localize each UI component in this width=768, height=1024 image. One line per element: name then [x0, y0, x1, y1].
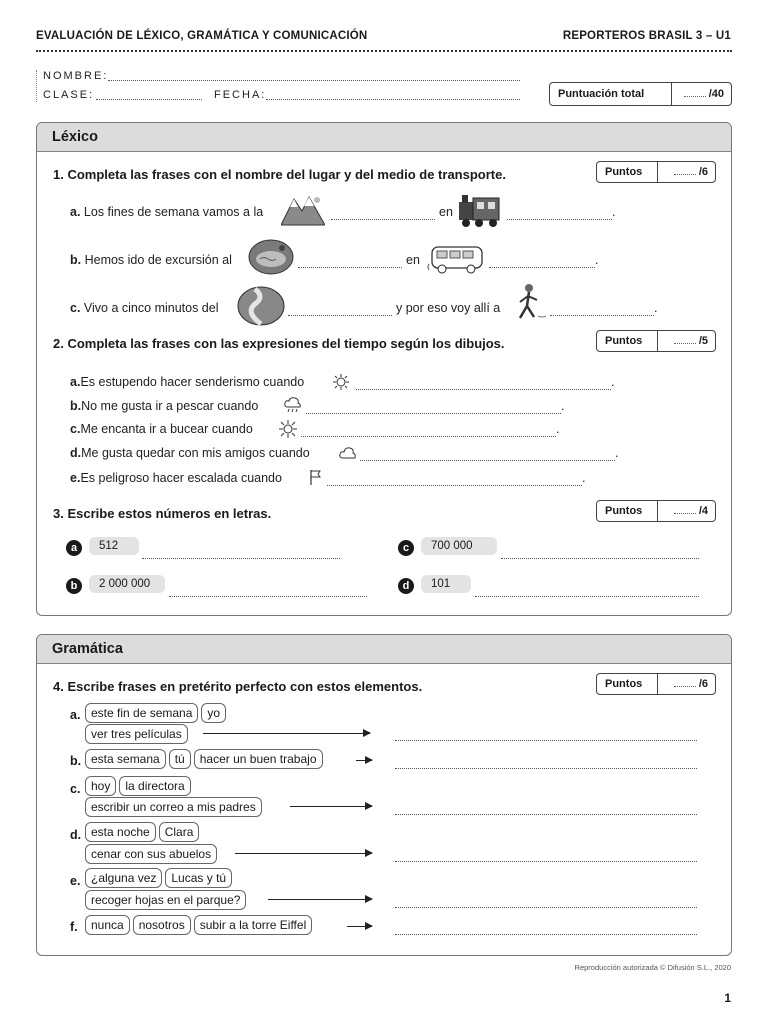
header-left-title: EVALUACIÓN DE LÉXICO, GRAMÁTICA Y COMUNICACIÓN [36, 30, 368, 42]
name-field[interactable] [108, 80, 520, 81]
wind-flag-icon [307, 468, 325, 486]
q4-e-blank[interactable] [395, 895, 697, 908]
q2-a-blank[interactable] [356, 377, 611, 390]
q3-title: 3. Escribe estos números en letras. [53, 506, 272, 521]
cloud-icon [338, 445, 358, 461]
q3-b-marker: b [66, 578, 82, 594]
q4-c-letter: c. [70, 782, 81, 796]
q4-chip: ver tres películas [85, 724, 188, 744]
walking-person-icon [510, 282, 548, 324]
q4-chip: esta semana [85, 749, 166, 769]
q4-chip: tú [169, 749, 191, 769]
q1-b-blank-1[interactable] [298, 255, 402, 268]
q4-a-arrow [203, 733, 370, 734]
q4-e-row1 [85, 868, 235, 888]
form-margin-bar [36, 70, 37, 102]
q4-b-row1 [85, 749, 326, 769]
q4-chip: yo [201, 703, 226, 723]
q3-d-blank[interactable] [475, 584, 699, 597]
q4-chip: hacer un buen trabajo [194, 749, 323, 769]
q2-b-blank[interactable] [306, 401, 561, 414]
q2-c-blank[interactable] [301, 424, 556, 437]
hot-sun-icon [278, 419, 298, 439]
total-score-field[interactable] [684, 96, 706, 97]
q4-chip: esta noche [85, 822, 156, 842]
q4-chip: nosotros [133, 915, 191, 935]
q3-points-label: Puntos [605, 505, 643, 517]
q4-f-arrow [347, 926, 372, 927]
q4-a-blank[interactable] [395, 728, 697, 741]
q1-points-box [596, 161, 716, 183]
q1-points-field[interactable] [674, 174, 696, 175]
q4-c-row1 [85, 776, 194, 796]
date-field[interactable] [266, 99, 520, 100]
q2-item-d: d.Me gusta quedar con mis amigos cuando [70, 446, 310, 460]
class-label: CLASE: [43, 89, 95, 101]
q3-d-marker: d [398, 578, 414, 594]
q4-chip: hoy [85, 776, 116, 796]
q4-chip: Clara [159, 822, 200, 842]
q4-a-row1 [85, 703, 229, 723]
sun-icon [331, 373, 351, 391]
page-number: 1 [724, 991, 731, 1005]
q4-c-arrow [290, 806, 372, 807]
header-divider [36, 50, 732, 52]
river-icon [237, 286, 285, 326]
q4-points-max: /6 [698, 678, 708, 690]
q4-b-letter: b. [70, 754, 82, 768]
q2-points-label: Puntos [605, 335, 643, 347]
q4-e-letter: e. [70, 874, 81, 888]
rain-cloud-icon [283, 397, 303, 415]
q4-chip: la directora [119, 776, 190, 796]
q4-b-arrow [356, 760, 372, 761]
q1-a-blank-2[interactable] [507, 207, 612, 220]
q4-a-letter: a. [70, 708, 81, 722]
q2-points-box [596, 330, 716, 352]
header-right-title: REPORTEROS BRASIL 3 – U1 [562, 30, 731, 42]
q3-b-number: 2 000 000 [89, 575, 165, 593]
q4-d-row2 [85, 844, 220, 864]
q3-points-max: /4 [698, 505, 708, 517]
q4-chip: cenar con sus abuelos [85, 844, 217, 864]
q1-item-a: a. Los fines de semana vamos a la [70, 205, 264, 219]
q3-a-blank[interactable] [142, 546, 340, 559]
q4-e-arrow [268, 899, 372, 900]
total-score-label: Puntuación total [558, 88, 645, 100]
q2-title: 2. Completa las frases con las expresiones del tiempo según los dibujos. [53, 336, 505, 351]
bus-icon [426, 244, 486, 276]
q4-d-arrow [235, 853, 372, 854]
q4-chip: recoger hojas en el parque? [85, 890, 246, 910]
q3-c-number: 700 000 [421, 537, 497, 555]
q1-b-blank-2[interactable] [489, 255, 595, 268]
q2-d-blank[interactable] [360, 448, 615, 461]
q3-points-box [596, 500, 716, 522]
q4-b-blank[interactable] [395, 756, 697, 769]
q4-points-label: Puntos [605, 678, 643, 690]
q1-c-blank-1[interactable] [288, 303, 392, 316]
q2-e-blank[interactable] [327, 473, 582, 486]
q4-points-field[interactable] [674, 686, 696, 687]
q4-e-row2 [85, 890, 249, 910]
q4-a-row2 [85, 724, 191, 744]
q4-chip: nunca [85, 915, 130, 935]
q4-d-letter: d. [70, 828, 82, 842]
q3-a-marker: a [66, 540, 82, 556]
q3-b-blank[interactable] [169, 584, 367, 597]
copyright-note: Reproducción autorizada © Difusión S.L., 2020 [574, 963, 731, 972]
q1-b-mid: en [406, 253, 420, 267]
q3-points-field[interactable] [674, 513, 696, 514]
q3-d-number: 101 [421, 575, 471, 593]
q1-a-blank-1[interactable] [331, 207, 435, 220]
date-label: FECHA: [214, 89, 267, 101]
lake-icon [248, 238, 294, 276]
q4-f-row1 [85, 915, 315, 935]
q2-item-b: b.No me gusta ir a pescar cuando [70, 399, 259, 413]
q2-item-e: e.Es peligroso hacer escalada cuando [70, 471, 282, 485]
train-icon [457, 192, 503, 228]
name-label: NOMBRE: [43, 70, 109, 82]
mountain-icon [281, 193, 325, 227]
q3-c-marker: c [398, 540, 414, 556]
lexico-section [36, 122, 732, 616]
q4-f-blank[interactable] [395, 922, 697, 935]
q2-points-field[interactable] [674, 343, 696, 344]
q3-a-number: 512 [89, 537, 139, 555]
q2-item-c: c.Me encanta ir a bucear cuando [70, 422, 253, 436]
q3-c-blank[interactable] [501, 546, 699, 559]
q4-points-box [596, 673, 716, 695]
q4-chip: este fin de semana [85, 703, 198, 723]
q1-c-mid: y por eso voy allí a [396, 301, 501, 315]
q1-item-c: c. Vivo a cinco minutos del [70, 301, 219, 315]
q1-a-mid: en [439, 205, 453, 219]
total-score-box [549, 82, 732, 106]
total-score-max: /40 [708, 88, 724, 100]
q1-title: 1. Completa las frases con el nombre del lugar y del medio de transporte. [53, 167, 506, 182]
q4-c-row2 [85, 797, 265, 817]
q4-d-blank[interactable] [395, 849, 697, 862]
class-field[interactable] [96, 99, 202, 100]
q4-title: 4. Escribe frases en pretérito perfecto con estos elementos. [53, 679, 423, 694]
lexico-title: Léxico [37, 123, 731, 152]
q1-item-b: b. Hemos ido de excursión al [70, 253, 232, 267]
q4-d-row1 [85, 822, 202, 842]
q2-points-max: /5 [698, 335, 708, 347]
q1-points-max: /6 [698, 166, 708, 178]
q4-chip: ¿alguna vez [85, 868, 162, 888]
q2-item-a: a.Es estupendo hacer senderismo cuando [70, 375, 305, 389]
q4-chip: escribir un correo a mis padres [85, 797, 262, 817]
q4-chip: Lucas y tú [165, 868, 232, 888]
q1-c-blank-2[interactable] [550, 303, 654, 316]
q4-chip: subir a la torre Eiffel [194, 915, 313, 935]
q1-points-label: Puntos [605, 166, 643, 178]
q4-f-letter: f. [70, 920, 78, 934]
gramatica-title: Gramática [37, 635, 731, 664]
q4-c-blank[interactable] [395, 802, 697, 815]
